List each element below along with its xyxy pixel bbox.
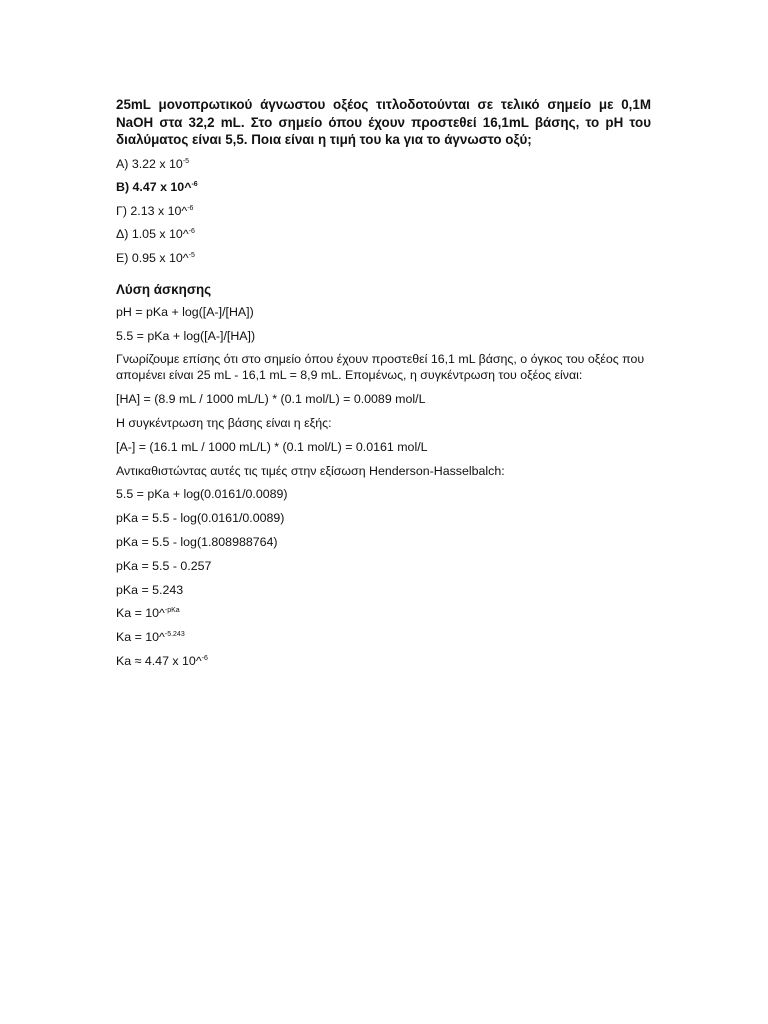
solution-line: [A-] = (16.1 mL / 1000 mL/L) * (0.1 mol/L) = 0.0161 mol/L xyxy=(116,439,428,454)
option-c-exponent: -6 xyxy=(187,204,194,212)
ka-result-exponent: -6 xyxy=(201,655,208,663)
solution-line: pKa = 5.243 xyxy=(116,582,184,597)
ka-substitution-exponent: -5.243 xyxy=(164,631,185,639)
option-a-label: Α) 3.22 x 10 xyxy=(116,156,183,171)
option-e xyxy=(116,250,651,266)
option-a-exponent: -5 xyxy=(182,157,190,165)
solution-line: pKa = 5.5 - log(0.0161/0.0089) xyxy=(116,511,285,526)
ka-substitution-line xyxy=(116,629,651,645)
option-b-label: Β) 4.47 x 10^ xyxy=(116,180,192,195)
solution-line: pKa = 5.5 - log(1.808988764) xyxy=(116,535,278,550)
ka-formula-base: Ka = 10^ xyxy=(116,606,165,621)
option-d-label: Δ) 1.05 x 10^ xyxy=(116,227,189,242)
solution-line: Αντικαθιστώντας αυτές τις τιμές στην εξίσωση Henderson-Hasselbalch: xyxy=(116,463,505,478)
ka-formula-exponent: -pKa xyxy=(164,607,180,615)
solution-line: pH = pKa + log([A-]/[HA]) xyxy=(116,304,254,319)
solution-line: 5.5 = pKa + log([A-]/[HA]) xyxy=(116,328,256,343)
option-a xyxy=(116,156,651,172)
solution-body xyxy=(116,304,651,669)
solution-paragraph: Γνωρίζουμε επίσης ότι στο σημείο όπου έχουν προστεθεί 16,1 mL βάσης, ο όγκος του οξέος που απομένει είναι 25 mL - 16,1 mL = 8,9 mL. Επομένως, η συγκέντρωση του οξέος είναι: xyxy=(116,352,645,383)
solution-line: 5.5 = pKa + log(0.0161/0.0089) xyxy=(116,487,288,502)
option-b-exponent: -6 xyxy=(191,181,198,189)
ka-formula-line xyxy=(116,605,651,621)
ka-result-line xyxy=(116,653,651,669)
solution-line: pKa = 5.5 - 0.257 xyxy=(116,558,212,573)
document-page xyxy=(116,96,651,677)
ka-result-base: Ka ≈ 4.47 x 10^ xyxy=(116,654,202,669)
solution-heading: Λύση άσκησης xyxy=(116,281,212,297)
option-b xyxy=(116,179,651,195)
solution-line: [HA] = (8.9 mL / 1000 mL/L) * (0.1 mol/L) = 0.0089 mol/L xyxy=(116,392,426,407)
option-d xyxy=(116,226,651,242)
option-d-exponent: -6 xyxy=(188,228,195,236)
answer-options xyxy=(116,156,651,266)
solution-line: Η συγκέντρωση της βάσης είναι η εξής: xyxy=(116,416,332,431)
question-text: 25mL μονοπρωτικού άγνωστου οξέος τιτλοδοτούνται σε τελικό σημείο με 0,1M NaOH στα 32,2 mL. Στο σημείο όπου έχουν προστεθεί 16,1mL βάσης, το pH του διαλύματος είναι 5,5. Ποια είναι η τιμή του ka για το άγνωστο οξύ; xyxy=(116,97,651,147)
option-c-label: Γ) 2.13 x 10^ xyxy=(116,203,188,218)
option-c xyxy=(116,203,651,219)
option-e-exponent: -5 xyxy=(188,251,195,259)
ka-substitution-base: Ka = 10^ xyxy=(116,630,165,645)
option-e-label: Ε) 0.95 x 10^ xyxy=(116,250,189,265)
